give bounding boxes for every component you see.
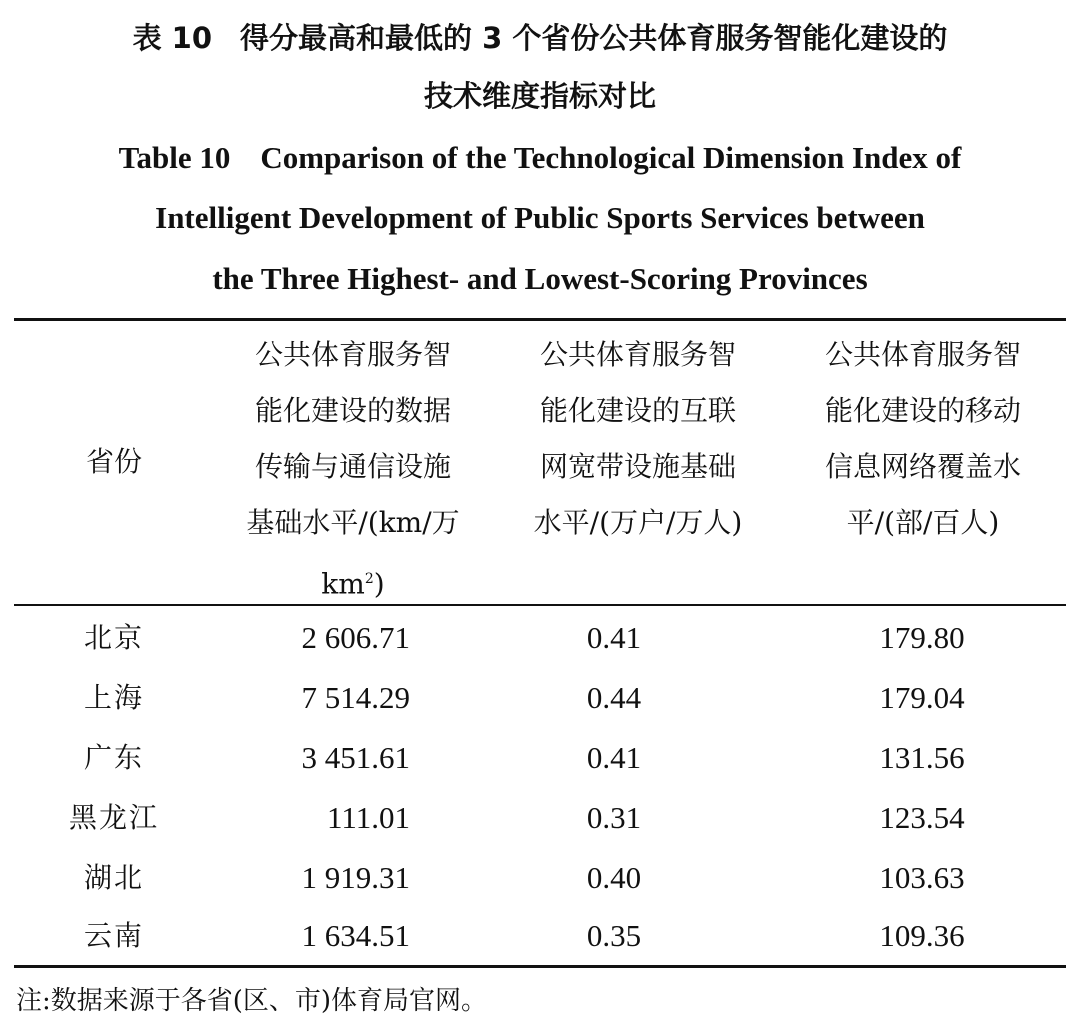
data-transmission-cell: 111.01 <box>327 800 410 835</box>
table-title-cn-line2: 技术维度指标对比 <box>423 79 656 113</box>
province-cell: 湖北 <box>83 861 144 894</box>
mobile-network-cell: 103.63 <box>879 860 965 895</box>
broadband-cell: 0.35 <box>586 918 642 953</box>
mobile-network-cell: 131.56 <box>879 740 965 775</box>
unit-base: km <box>321 567 365 601</box>
table-row <box>14 608 1066 668</box>
header-line: 信息网络覆盖水 <box>824 450 1021 483</box>
header-line: 能化建设的数据 <box>254 394 451 427</box>
data-transmission-cell: 3 451.61 <box>301 740 410 775</box>
header-line: 能化建设的移动 <box>824 394 1021 427</box>
unit-superscript: 2 <box>364 571 374 587</box>
table-label-cn: 表 10 <box>132 21 213 55</box>
table-footnote: 注:数据来源于各省(区、市)体育局官网。 <box>16 986 488 1016</box>
table-title-cn-line1 <box>0 8 1080 68</box>
broadband-cell: 0.41 <box>586 620 642 655</box>
header-line: 水平/(万户/万人) <box>533 506 743 539</box>
table-bottom-rule <box>14 965 1066 968</box>
header-data-transmission <box>220 327 486 612</box>
header-mobile-network <box>790 327 1056 551</box>
data-transmission-cell: 1 919.31 <box>301 860 410 895</box>
header-province: 省份 <box>85 445 142 478</box>
data-transmission-cell: 2 606.71 <box>301 620 410 655</box>
mobile-network-cell: 179.04 <box>879 680 965 715</box>
header-line: 传输与通信设施 <box>254 450 451 483</box>
table-title-en-line1 <box>0 128 1080 188</box>
province-cell: 广东 <box>83 741 144 774</box>
table-row <box>14 788 1066 848</box>
header-line: 公共体育服务智 <box>254 338 451 371</box>
table-title-en-line2: Intelligent Development of Public Sports Services between <box>155 200 925 235</box>
table-row <box>14 848 1066 908</box>
table-title-en-line3: the Three Highest- and Lowest-Scoring Provinces <box>212 261 868 296</box>
header-line: 公共体育服务智 <box>539 338 736 371</box>
broadband-cell: 0.31 <box>586 800 642 835</box>
mobile-network-cell: 179.80 <box>879 620 965 655</box>
table-row <box>14 728 1066 788</box>
header-line: 能化建设的互联 <box>539 394 736 427</box>
table-title-cn-text1: 得分最高和最低的 3 个省份公共体育服务智能化建设的 <box>240 21 948 55</box>
table-row <box>14 906 1066 966</box>
province-cell: 云南 <box>83 919 144 952</box>
broadband-cell: 0.41 <box>586 740 642 775</box>
data-transmission-cell: 7 514.29 <box>301 680 410 715</box>
table-header-rule <box>14 604 1066 606</box>
table-title-en-text1: Comparison of the Technological Dimension Index of <box>260 140 962 175</box>
header-line: 公共体育服务智 <box>824 338 1021 371</box>
province-cell: 北京 <box>83 621 144 654</box>
unit-tail: ) <box>373 567 385 601</box>
header-broadband <box>505 327 771 551</box>
broadband-cell: 0.44 <box>586 680 642 715</box>
broadband-cell: 0.40 <box>586 860 642 895</box>
province-cell: 上海 <box>83 681 144 714</box>
mobile-network-cell: 123.54 <box>879 800 965 835</box>
province-cell: 黑龙江 <box>68 801 159 834</box>
header-line: 平/(部/百人) <box>846 506 1000 539</box>
mobile-network-cell: 109.36 <box>879 918 965 953</box>
table-row <box>14 668 1066 728</box>
header-line: 网宽带设施基础 <box>539 450 736 483</box>
table-top-rule <box>14 318 1066 321</box>
table-label-en: Table 10 <box>118 140 231 175</box>
data-transmission-cell: 1 634.51 <box>301 918 410 953</box>
header-line: 基础水平/(km/万 <box>246 506 460 539</box>
